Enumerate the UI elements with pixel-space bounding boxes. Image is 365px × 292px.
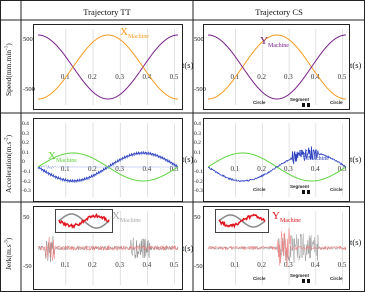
speed-y-curve	[38, 35, 178, 99]
x-tick-label: 0.1	[60, 73, 70, 81]
y-tick: -0.2	[22, 178, 31, 185]
y-tick: -0.3	[22, 188, 31, 195]
jerk-tt-series-label: $X_{Machine}$	[112, 210, 141, 225]
jerk-cs-inset-trajectory	[215, 209, 269, 233]
x-tick-label: 0.1	[230, 261, 240, 269]
y-tick: 0.2	[22, 140, 29, 147]
y-tick: -0.1	[22, 169, 31, 175]
time-axis-label: t(s)	[182, 243, 194, 253]
x-tick-label: 0.3	[115, 73, 124, 81]
y-tick: 0	[194, 159, 197, 166]
y-tick: 500	[23, 36, 33, 43]
x-tick-label: 0.2	[88, 261, 97, 269]
x-tick-label: 0.2	[88, 73, 97, 81]
y-tick: 0.4	[22, 121, 29, 127]
y-tick: -0.2	[194, 178, 203, 185]
speed-tt-series-label: $X_{Machine}$	[120, 26, 149, 41]
x-tick-label: 0.3	[284, 165, 293, 173]
jerk-tt-inset-trajectory	[55, 209, 113, 233]
x-tick-label: 0.4	[142, 261, 152, 269]
segment-marker	[302, 279, 305, 283]
y-tick: 50	[23, 214, 30, 221]
y-tick: -500	[23, 86, 35, 93]
acc-cs-series-label: $Y_{Machine}$	[300, 148, 329, 163]
x-tick-label: 0.4	[310, 73, 320, 81]
x-tick-label: 0.3	[284, 73, 293, 81]
time-axis-label: t(s)	[182, 60, 194, 70]
row-label-acceleration: $Acceleration(m.s^{-2})$	[4, 134, 13, 193]
x-tick-label: 0.2	[88, 165, 97, 173]
column-header-cs: Trajectory CS	[255, 7, 303, 17]
x-tick-label: 0.5	[337, 165, 347, 173]
column-header-tt: Trajectory TT	[83, 7, 131, 17]
segment-marker	[307, 279, 310, 283]
x-tick-label: 0.5	[169, 165, 179, 173]
y-tick: -0.3	[194, 188, 203, 195]
y-tick: 0.1	[194, 149, 201, 156]
segment-label: Circle	[253, 187, 266, 192]
x-tick-label: 0.2	[257, 261, 267, 269]
x-tick-label: 0.1	[60, 261, 70, 269]
y-tick: -50	[23, 263, 32, 270]
y-tick: 0.1	[22, 149, 29, 156]
segment-label: Circle	[330, 100, 343, 105]
y-tick: 0.2	[194, 140, 201, 147]
acc-y-axis	[194, 118, 206, 200]
x-tick-label: 0.1	[230, 165, 240, 173]
x-tick-label: 0.5	[169, 73, 179, 81]
speed-cs-series-label: $Y_{Machine}$	[260, 35, 289, 50]
y-tick: -0.1	[194, 169, 203, 175]
x-tick-label: 0.1	[230, 73, 240, 81]
time-axis-label: t(s)	[350, 60, 362, 70]
y-tick: -500	[194, 86, 206, 93]
x-tick-label: 0.2	[257, 73, 267, 81]
segment-label: Circle	[253, 276, 266, 281]
y-tick: 0.4	[194, 121, 201, 127]
row-label-speed: $Speed(mm.\min^{-1})$	[4, 43, 13, 96]
segment-label: Segment	[290, 184, 310, 189]
segment-marker	[307, 103, 310, 107]
y-tick: 0.3	[194, 130, 201, 137]
x-tick-label: 0.4	[310, 261, 320, 269]
speed-x-curve	[38, 35, 178, 99]
time-axis-label: t(s)	[182, 154, 194, 164]
x-tick-label: 0.3	[115, 261, 124, 269]
acc-y-axis	[22, 118, 34, 200]
segment-label: Circle	[330, 276, 343, 281]
row-label-jerk: $Jerk(m.s^{-3})$	[4, 237, 13, 270]
segment-label: Circle	[253, 100, 266, 105]
segment-marker	[302, 103, 305, 107]
x-tick-label: 0.4	[310, 165, 320, 173]
y-tick: 0	[22, 159, 25, 166]
segment-label: Segment	[290, 97, 310, 102]
x-tick-label: 0.5	[337, 261, 347, 269]
acc-tt-series-label: $X_{Machine}$	[48, 150, 77, 165]
x-tick-label: 0.4	[142, 165, 152, 173]
x-tick-label: 0.3	[284, 261, 293, 269]
time-axis-label: t(s)	[350, 154, 362, 164]
segment-marker	[307, 190, 310, 194]
x-tick-label: 0.2	[257, 165, 267, 173]
x-tick-label: 0.3	[115, 165, 124, 173]
speed-tt-plot	[33, 24, 183, 110]
x-tick-label: 0.5	[337, 73, 347, 81]
segment-marker	[302, 190, 305, 194]
jerk-cs-series-label: $Y_{Machine}$	[272, 210, 301, 225]
time-axis-label: t(s)	[350, 237, 362, 247]
inset-path-y	[59, 215, 109, 228]
segment-label: Segment	[290, 273, 310, 278]
y-tick: 50	[194, 214, 201, 221]
x-tick-label: 0.1	[60, 165, 70, 173]
x-tick-label: 0.4	[142, 73, 152, 81]
y-tick: 0.3	[22, 130, 29, 137]
y-tick: 500	[194, 36, 204, 43]
x-tick-label: 0.5	[169, 261, 179, 269]
segment-label: Circle	[330, 187, 343, 192]
y-tick: -50	[194, 263, 203, 270]
